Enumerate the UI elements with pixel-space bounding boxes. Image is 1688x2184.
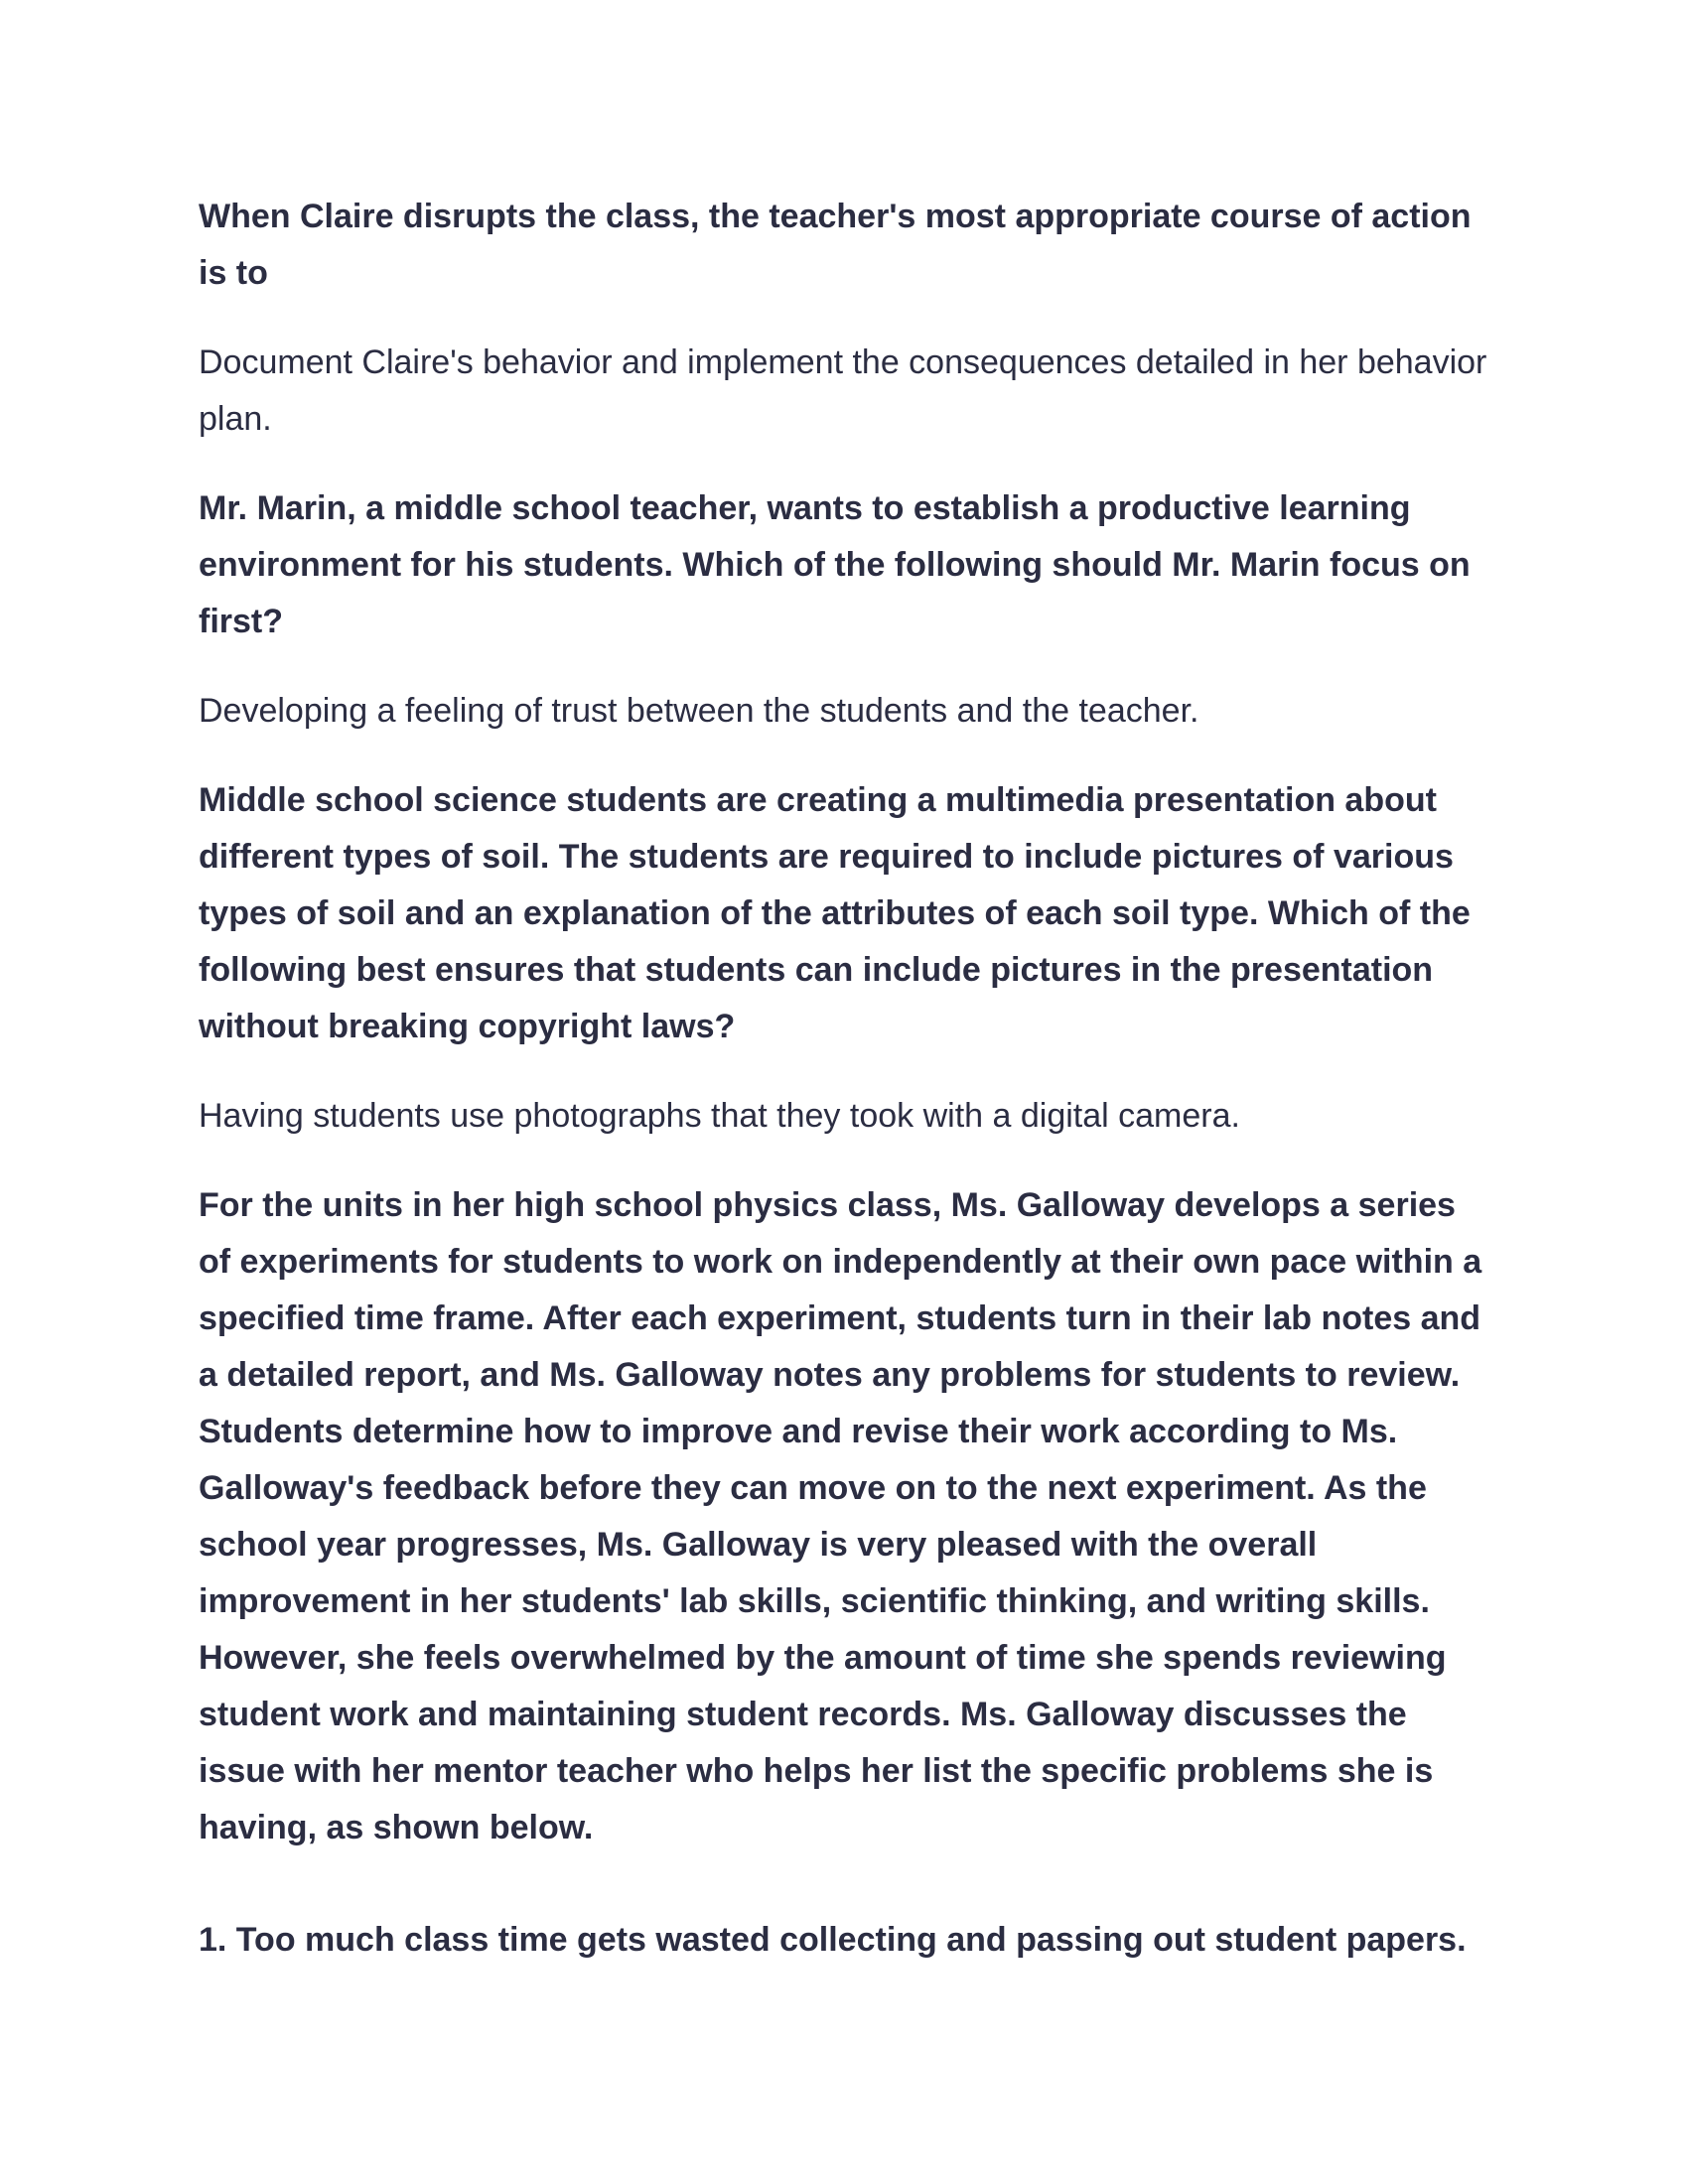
problem-list-item-1: 1. Too much class time gets wasted collecting and passing out student papers. [199,1921,1467,1959]
answer-2: Developing a feeling of trust between the students and the teacher. [199,692,1199,730]
answer-3: Having students use photographs that they took with a digital camera. [199,1097,1240,1135]
question-4: For the units in her high school physics class, Ms. Galloway develops a series of experiments for students to work on independently at their own pace within a specified time frame. After each experiment, students turn in their lab notes and a detailed report, and Ms. Galloway notes any problems for students to review. Students determine how to improve and revise their work according to Ms. Galloway's feedback before they can move on to the next experiment. As the school year progresses, Ms. Galloway is very pleased with the overall improvement in her students' lab skills, scientific thinking, and writing skills. However, she feels overwhelmed by the amount of time she spends reviewing student work and maintaining student records. Ms. Galloway discusses the issue with her mentor teacher who helps her list the specific problems she is having, as shown below. [199,1186,1482,1846]
question-1: When Claire disrupts the class, the teacher's most appropriate course of action is to [199,198,1472,292]
question-2: Mr. Marin, a middle school teacher, wants to establish a productive learning environment for his students. Which of the following should Mr. Marin focus on first? [199,489,1471,640]
question-3: Middle school science students are creating a multimedia presentation about different types of soil. The students are required to include pictures of various types of soil and an explanation of the attributes of each soil type. Which of the following best ensures that students can include pictures in the presentation without breaking copyright laws? [199,781,1471,1045]
answer-1: Document Claire's behavior and implement the consequences detailed in her behavior plan. [199,343,1487,438]
document-page [199,189,1489,1969]
